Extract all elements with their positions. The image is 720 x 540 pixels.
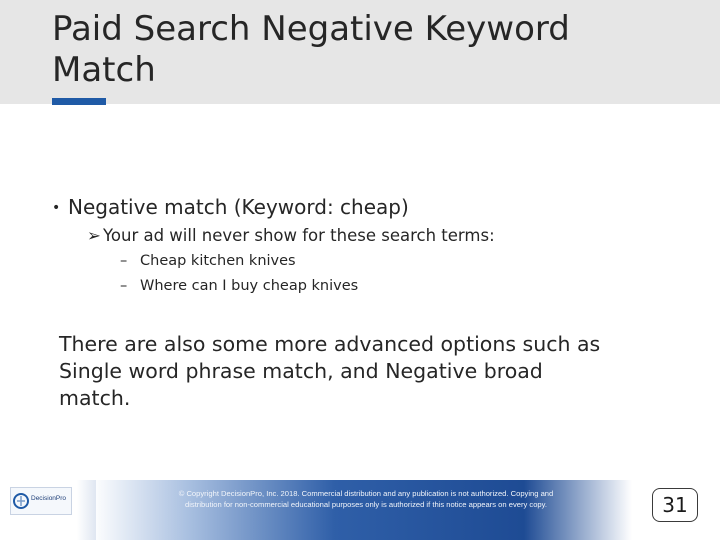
footer-bar	[0, 480, 720, 540]
paragraph-line-1: There are also some more advanced options such as	[59, 332, 601, 356]
copyright-line-2: distribution for non-commercial educational purposes only is authorized if this notice appears on every copy.	[184, 500, 548, 509]
page-number: 31	[652, 488, 698, 522]
bullet-level-3-text: Cheap kitchen knives	[140, 253, 296, 269]
body-paragraph	[59, 331, 679, 412]
bullet-level-2	[87, 225, 495, 247]
bullet-level-3-text: Where can I buy cheap knives	[140, 278, 359, 294]
bullet-dot-icon: •	[52, 200, 61, 216]
bullet-level-1	[52, 193, 409, 222]
copyright-line-1: © Copyright DecisionPro, Inc. 2018. Commercial distribution and any publication is not authorized. Copying and	[178, 489, 554, 498]
footer-logo-area	[0, 480, 96, 540]
slide-title-line-2: Match	[52, 50, 156, 90]
bullet-level-1-text: Negative match (Keyword: cheap)	[68, 195, 409, 219]
bullet-level-2-text: Your ad will never show for these search terms:	[103, 226, 495, 245]
slide-title-line-1: Paid Search Negative Keyword	[52, 9, 570, 49]
paragraph-line-2: Single word phrase match, and Negative broad	[59, 359, 543, 383]
title-accent-bar	[52, 98, 106, 105]
decisionpro-logo	[10, 487, 72, 515]
paragraph-line-3: match.	[59, 386, 131, 410]
arrow-bullet-icon: ➢	[87, 226, 101, 245]
dash-bullet-icon: –	[120, 278, 128, 294]
slide-title	[52, 9, 672, 91]
bullet-level-3	[120, 251, 296, 271]
logo-mark-icon	[13, 491, 29, 511]
logo-text: DecisionPro	[31, 495, 67, 502]
bullet-level-3	[120, 276, 358, 296]
dash-bullet-icon: –	[120, 253, 128, 269]
copyright-notice	[146, 488, 586, 510]
